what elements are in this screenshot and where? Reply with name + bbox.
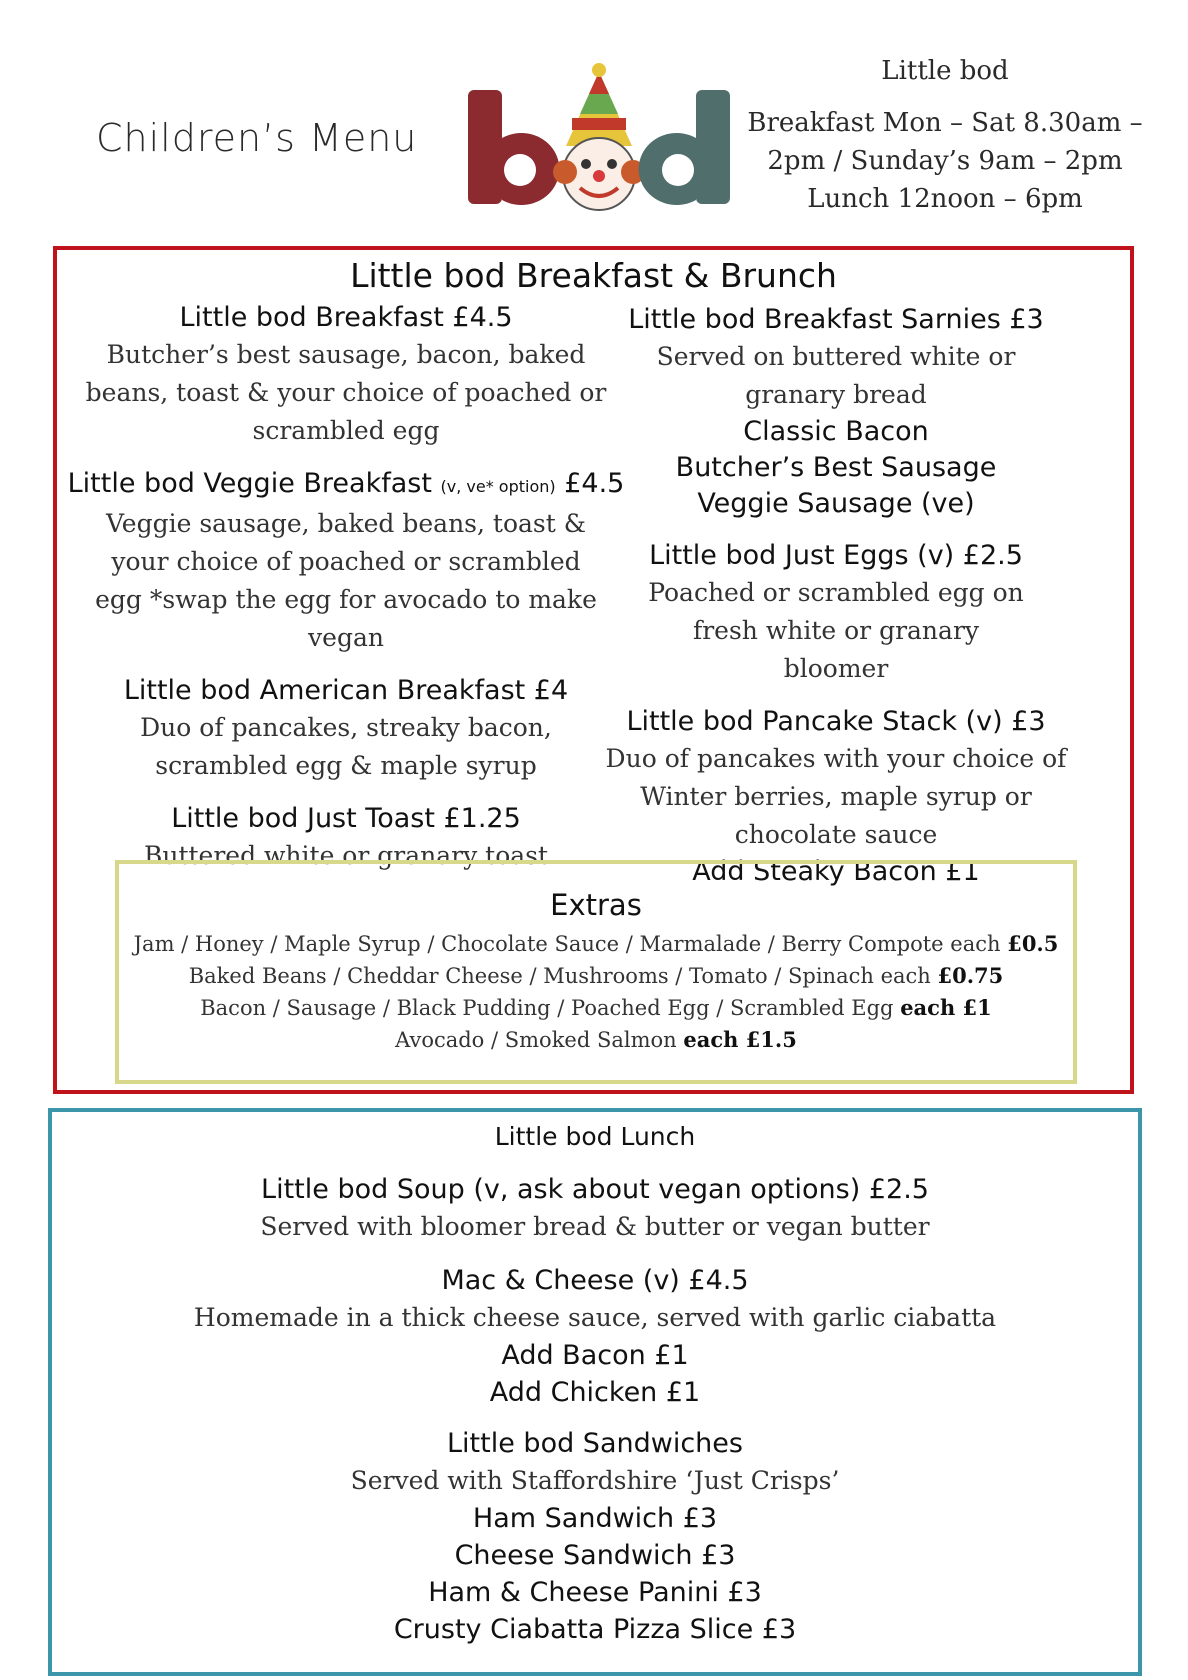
extras-line	[115, 992, 1077, 1024]
addon: Add Chicken £1	[489, 1377, 701, 1408]
sarnie-option: Classic Bacon	[743, 416, 929, 447]
extras-items: Baked Beans / Cheddar Cheese / Mushrooms / Tomato / Spinach each	[188, 964, 938, 988]
sandwich-item: Crusty Ciabatta Pizza Slice £3	[393, 1614, 797, 1645]
sandwich-item: Ham & Cheese Panini £3	[428, 1577, 762, 1608]
extras-price: each £1	[900, 995, 992, 1020]
extras-line	[115, 1024, 1077, 1056]
cafe-info	[740, 52, 1150, 218]
sandwich-item: Cheese Sandwich £3	[454, 1540, 736, 1571]
item-desc: Butcher’s best sausage, bacon, baked beans, toast & your choice of poached or scrambled egg	[85, 340, 607, 445]
bod-logo	[468, 62, 730, 212]
item-desc: Duo of pancakes with your choice of Winter berries, maple syrup or chocolate sauce	[605, 744, 1067, 849]
item-title: Little bod Just Eggs (v) £2.5	[649, 540, 1023, 571]
item-desc: Duo of pancakes, streaky bacon, scrambled egg & maple syrup	[140, 713, 552, 780]
item-title-price: £4.5	[564, 468, 625, 499]
extras-content	[115, 888, 1077, 1056]
extras-price: £0.5	[1007, 931, 1059, 956]
extras-items: Bacon / Sausage / Black Pudding / Poached Egg / Scrambled Egg	[200, 996, 901, 1020]
extras-price: each £1.5	[683, 1027, 797, 1052]
item-title: Little bod Soup (v, ask about vegan options) £2.5	[261, 1174, 929, 1205]
extras-line	[115, 960, 1077, 992]
clown-face-icon	[553, 63, 645, 210]
extras-items: Avocado / Smoked Salmon	[395, 1028, 684, 1052]
item-title: Little bod Breakfast £4.5	[179, 302, 513, 333]
hours-line: Lunch 12noon – 6pm	[807, 184, 1083, 214]
extras-items: Jam / Honey / Maple Syrup / Chocolate Sauce / Marmalade / Berry Compote each	[133, 932, 1008, 956]
item-desc: Veggie sausage, baked beans, toast & your choice of poached or scrambled egg *swap the egg for avocado to make vegan	[95, 509, 597, 652]
item-desc: Served with bloomer bread & butter or vegan butter	[260, 1212, 930, 1241]
item-title: Little bod Sandwiches	[447, 1428, 743, 1459]
breakfast-left-column	[66, 300, 626, 875]
hours-line: 2pm / Sunday’s 9am – 2pm	[767, 146, 1123, 176]
extras-price: £0.75	[937, 963, 1004, 988]
cafe-name: Little bod	[881, 56, 1009, 86]
item-title: Little bod American Breakfast £4	[123, 675, 569, 706]
sarnie-option: Butcher’s Best Sausage	[675, 452, 997, 483]
extras-title: Extras	[550, 888, 642, 922]
extras-line	[115, 928, 1077, 960]
item-title-main: Little bod Veggie Breakfast	[67, 468, 432, 499]
item-desc: Served with Staffordshire ‘Just Crisps’	[350, 1466, 840, 1495]
breakfast-section-title: Little bod Breakfast & Brunch	[350, 256, 837, 295]
item-desc: Buttered white or granary toast	[143, 841, 549, 870]
item-title: Little bod Just Toast £1.25	[171, 803, 521, 834]
item-title: Little bod Breakfast Sarnies £3	[628, 304, 1044, 335]
item-desc: Poached or scrambled egg on fresh white or granary bloomer	[648, 578, 1024, 683]
item-title	[66, 466, 626, 505]
lunch-content	[48, 1122, 1142, 1648]
hours-line: Breakfast Mon – Sat 8.30am –	[747, 108, 1143, 138]
item-title: Little bod Pancake Stack (v) £3	[626, 706, 1046, 737]
sandwich-item: Ham Sandwich £3	[472, 1503, 718, 1534]
addon: Add Bacon £1	[501, 1340, 689, 1371]
menu-title: Children’s Menu	[96, 116, 418, 160]
logo-b-stem	[468, 90, 502, 204]
breakfast-right-column	[596, 302, 1076, 890]
item-desc: Served on buttered white or granary bread	[656, 342, 1016, 409]
logo-d-stem	[696, 90, 730, 204]
addon: Add Steaky Bacon £1	[692, 856, 980, 887]
item-title: Mac & Cheese (v) £4.5	[441, 1265, 749, 1296]
item-desc: Homemade in a thick cheese sauce, served with garlic ciabatta	[193, 1303, 997, 1332]
item-title-option: (v, ve* option)	[440, 477, 556, 496]
lunch-section-title: Little bod Lunch	[494, 1122, 696, 1151]
sarnie-option: Veggie Sausage (ve)	[697, 488, 975, 519]
